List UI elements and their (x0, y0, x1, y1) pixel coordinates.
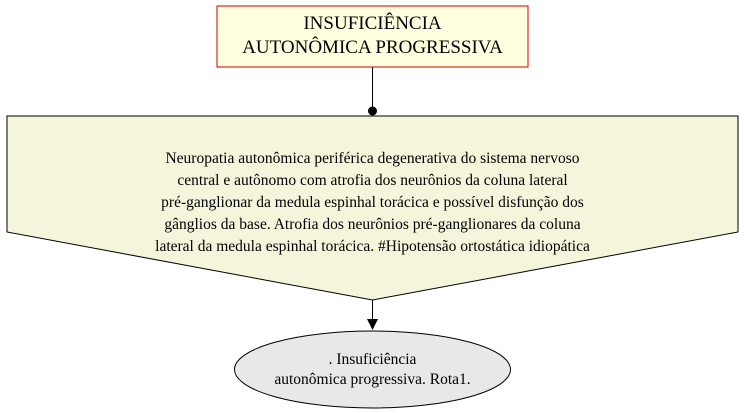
description-line-2: central e autônomo com atrofia dos neurônios da coluna lateral (177, 172, 568, 189)
route-line-2: autonômica progressiva. Rota1. (274, 371, 471, 388)
description-line-5: lateral da medula espinhal torácica. #Hipotensão ortostática idiopática (155, 238, 590, 255)
connector-dot (368, 107, 377, 116)
title-line-1: INSUFICIÊNCIA (303, 13, 442, 34)
title-line-2: AUTONÔMICA PROGRESSIVA (242, 37, 503, 58)
description-line-3: pré-ganglionar da medula espinhal torácica e possível disfunção dos (161, 194, 584, 211)
description-line-4: gânglios da base. Atrofia dos neurônios pré-ganglionares da coluna (164, 216, 581, 233)
title-text (217, 12, 528, 60)
route-text (240, 350, 505, 390)
arrowhead (367, 319, 378, 330)
route-line-1: . Insuficiência (328, 351, 417, 368)
description-text (40, 148, 705, 258)
description-line-1: Neuropatia autonômica periférica degenerativa do sistema nervoso (165, 150, 580, 167)
